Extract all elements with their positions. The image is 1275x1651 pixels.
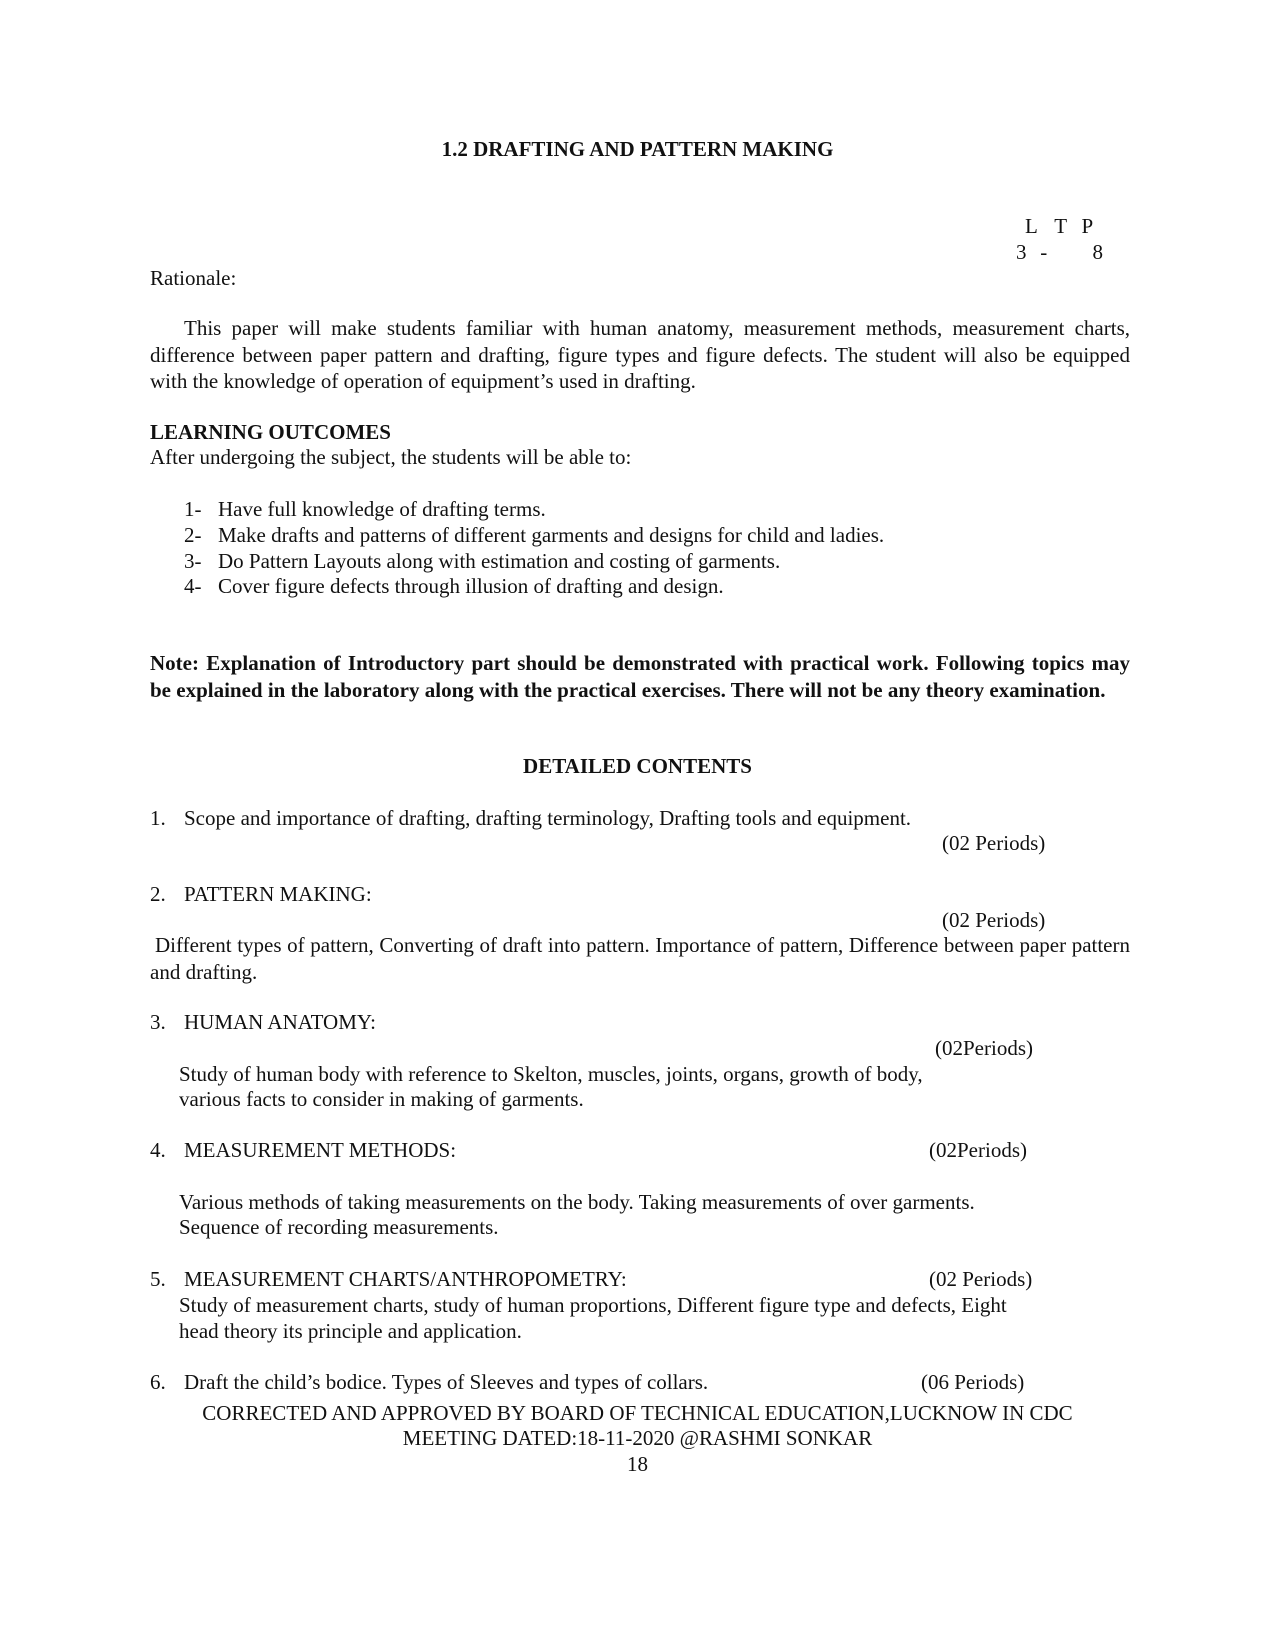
list-item xyxy=(184,573,724,599)
content-item-number: 3. xyxy=(150,1010,166,1034)
rationale-text: This paper will make students familiar with human anatomy, measurement methods, measurement charts, difference between paper pattern and drafting, figure types and figure defects. The student will also be equipped with the knowledge of operation of equipment’s used in drafting. xyxy=(150,316,1130,393)
content-item-number: 1. xyxy=(150,806,166,830)
content-item-6-periods: (06 Periods) xyxy=(921,1370,1025,1394)
page-title: 1.2 DRAFTING AND PATTERN MAKING xyxy=(441,137,834,161)
ltp-l-value: 3 xyxy=(1016,240,1027,264)
ltp-p-value: 8 xyxy=(1092,240,1103,264)
content-item-number: 4. xyxy=(150,1138,166,1162)
content-item-3-body-line: Study of human body with reference to Skelton, muscles, joints, organs, growth of body, xyxy=(179,1062,923,1086)
content-item-5-title xyxy=(150,1266,627,1292)
list-item-text: Make drafts and patterns of different garments and designs for child and ladies. xyxy=(218,523,885,547)
ltp-values xyxy=(1016,239,1105,265)
content-item-5-periods: (02 Periods) xyxy=(929,1267,1033,1291)
content-item-5-body-line: Study of measurement charts, study of human proportions, Different figure type and defects, Eight xyxy=(179,1293,1007,1317)
content-item-title: PATTERN MAKING: xyxy=(184,882,372,906)
content-item-1-periods: (02 Periods) xyxy=(942,831,1046,855)
content-item-3-title xyxy=(150,1009,376,1035)
content-item-6-title xyxy=(150,1369,708,1395)
learning-outcomes-heading: LEARNING OUTCOMES xyxy=(150,420,391,444)
list-item-number: 2- xyxy=(184,523,202,547)
list-item-text: Cover figure defects through illusion of drafting and design. xyxy=(218,574,724,598)
content-item-1-title xyxy=(150,805,911,831)
list-item xyxy=(184,522,884,548)
content-item-3-periods: (02Periods) xyxy=(935,1036,1033,1060)
ltp-l: L xyxy=(1025,214,1038,238)
content-item-title: Draft the child’s bodice. Types of Sleeves and types of collars. xyxy=(184,1370,709,1394)
content-item-4-body-line: Sequence of recording measurements. xyxy=(179,1215,499,1239)
detailed-contents-heading: DETAILED CONTENTS xyxy=(523,754,752,778)
list-item xyxy=(184,496,546,522)
content-item-3-body-line: various facts to consider in making of garments. xyxy=(179,1087,584,1111)
content-item-number: 2. xyxy=(150,882,166,906)
content-item-number: 5. xyxy=(150,1267,166,1291)
learning-outcomes-intro: After undergoing the subject, the students will be able to: xyxy=(150,445,632,469)
list-item-number: 1- xyxy=(184,497,202,521)
content-item-title: MEASUREMENT CHARTS/ANTHROPOMETRY: xyxy=(184,1267,627,1291)
content-item-title: HUMAN ANATOMY: xyxy=(184,1010,376,1034)
list-item-text: Do Pattern Layouts along with estimation and costing of garments. xyxy=(218,549,781,573)
content-item-5-body-line: head theory its principle and application. xyxy=(179,1319,522,1343)
rationale-label: Rationale: xyxy=(150,266,237,290)
content-item-4-body-line: Various methods of taking measurements on the body. Taking measurements of over garments. xyxy=(179,1190,975,1214)
content-item-2-periods: (02 Periods) xyxy=(942,908,1046,932)
ltp-t-value: - xyxy=(1040,240,1048,264)
ltp-header xyxy=(1025,213,1094,239)
list-item-text: Have full knowledge of drafting terms. xyxy=(218,497,546,521)
list-item-number: 3- xyxy=(184,549,202,573)
content-item-4-title xyxy=(150,1137,456,1163)
footer-approval-line-2: MEETING DATED:18-11-2020 @RASHMI SONKAR xyxy=(402,1426,873,1450)
page-number: 18 xyxy=(627,1452,648,1476)
note-paragraph: Note: Explanation of Introductory part should be demonstrated with practical work. Following topics may be explained in the laboratory along with the practical exercises. There will not be any theory examination. xyxy=(150,651,1130,702)
content-item-4-periods: (02Periods) xyxy=(929,1138,1027,1162)
content-item-title: Scope and importance of drafting, drafting terminology, Drafting tools and equipment. xyxy=(184,806,912,830)
footer-approval-line-1: CORRECTED AND APPROVED BY BOARD OF TECHNICAL EDUCATION,LUCKNOW IN CDC xyxy=(202,1401,1073,1425)
content-item-number: 6. xyxy=(150,1370,166,1394)
content-item-2-title xyxy=(150,881,372,907)
ltp-t: T xyxy=(1054,214,1068,238)
content-item-title: MEASUREMENT METHODS: xyxy=(184,1138,457,1162)
ltp-p: P xyxy=(1081,214,1094,238)
list-item xyxy=(184,548,780,574)
content-item-2-body: Different types of pattern, Converting of draft into pattern. Importance of pattern, Difference between paper pattern and drafting. xyxy=(150,933,1130,984)
list-item-number: 4- xyxy=(184,574,202,598)
